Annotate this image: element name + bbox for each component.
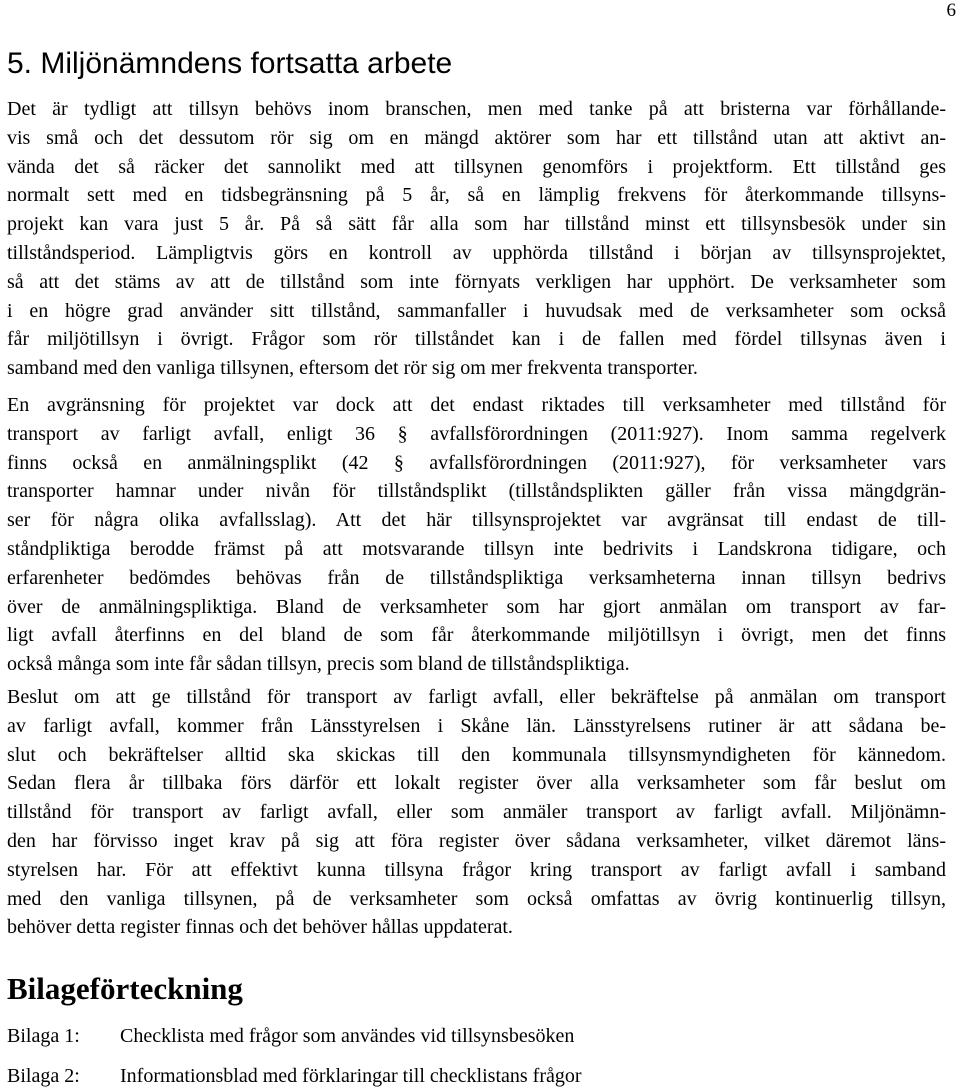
paragraph-line: styrelsen har. För att effektivt kunna tillsyna frågor kring transport av farligt avfall i samband — [7, 858, 946, 881]
paragraph-line: erfarenheter bedömdes behövas från de tillståndspliktiga verksamheterna innan tillsyn bedrivs — [7, 566, 946, 589]
paragraph-3 — [7, 683, 946, 942]
paragraph-line: transporter hamnar under nivån för tillståndsplikt (tillståndsplikten gäller från vissa mängdgrän- — [7, 480, 946, 503]
paragraph-line: projekt kan vara just 5 år. På så sätt får alla som har tillstånd minst ett tillsynsbesök under sin — [7, 213, 946, 236]
paragraph-2 — [7, 391, 946, 679]
paragraph-line: vända det så räcker det sannolikt med att tillsynen genomförs i projektform. Ett tillstånd ges — [7, 155, 946, 178]
appendix-item-2 — [7, 1062, 582, 1090]
paragraph-line: slut och bekräftelser alltid ska skickas till den kommunala tillsynsmyndigheten för kännedom. — [7, 743, 946, 766]
paragraph-line: ståndpliktiga berodde främst på att motsvarande tillsyn inte bedrivits i Landskrona tidigare, och — [7, 537, 946, 560]
appendix-item-label: Bilaga 2: — [7, 1065, 80, 1087]
paragraph-line: i en högre grad använder sitt tillstånd, sammanfaller i huvudsak med de verksamheter som också — [7, 299, 946, 322]
paragraph-line: transport av farligt avfall, enligt 36 § avfallsförordningen (2011:927). Inom samma regelverk — [7, 422, 946, 445]
paragraph-line: En avgränsning för projektet var dock att det endast riktades till verksamheter med tillstånd för — [7, 394, 946, 416]
paragraph-line: får miljötillsyn i övrigt. Frågor som rör tillståndet kan i de fallen med fördel tillsynas även i — [7, 328, 946, 351]
appendix-item-title: Checklista med frågor som användes vid tillsynsbesöken — [120, 1025, 575, 1047]
appendix-heading: Bilageförteckning — [7, 971, 243, 1006]
paragraph-line: den har förvisso inget krav på sig att föra register över sådana verksamheter, vilket däremot läns- — [7, 829, 946, 852]
paragraph-line: normalt sett med en tidsbegränsning på 5 år, så en lämplig frekvens för återkommande tillsyns- — [7, 184, 946, 207]
paragraph-line: finns också en anmälningsplikt (42 § avfallsförordningen (2011:927), för verksamheter vars — [7, 451, 946, 474]
paragraph-line: Sedan flera år tillbaka förs därför ett lokalt register över alla verksamheter som får beslut om — [7, 772, 946, 795]
paragraph-line: behöver detta register finnas och det behöver hållas uppdaterat. — [7, 916, 513, 939]
paragraph-line: samband med den vanliga tillsynen, eftersom det rör sig om mer frekventa transporter. — [7, 357, 698, 380]
paragraph-line: också många som inte får sådan tillsyn, precis som bland de tillståndspliktiga. — [7, 653, 630, 676]
paragraph-1 — [7, 95, 946, 383]
paragraph-line: med den vanliga tillsynen, på de verksamheter som också omfattas av övrig kontinuerlig tillsyn, — [7, 887, 946, 910]
paragraph-line: tillstånd för transport av farligt avfall, eller som anmäler transport av farligt avfall. Miljönämn- — [7, 801, 946, 824]
appendix-item-label: Bilaga 1: — [7, 1025, 80, 1047]
paragraph-line: över de anmälningspliktiga. Bland de verksamheter som har gjort anmälan om transport av far- — [7, 595, 946, 618]
paragraph-line: av farligt avfall, kommer från Länsstyrelsen i Skåne län. Länsstyrelsens rutiner är att sådana be- — [7, 714, 946, 737]
paragraph-line: vis små och det dessutom rör sig om en mängd aktörer som har ett tillstånd utan att aktivt an- — [7, 126, 946, 149]
appendix-item-1 — [7, 1022, 574, 1050]
section-heading: 5. Miljönämndens fortsatta arbete — [7, 47, 453, 80]
paragraph-line: så att det stäms av att de tillstånd som inte förnyats verkligen har upphört. De verksamheter som — [7, 270, 946, 293]
paragraph-line: Det är tydligt att tillsyn behövs inom branschen, men med tanke på att bristerna var förhållande- — [7, 98, 946, 120]
paragraph-line: ligt avfall återfinns en del bland de som får återkommande miljötillsyn i övrigt, men det finns — [7, 624, 946, 647]
page-number: 6 — [946, 0, 956, 21]
paragraph-line: ser för några olika avfallsslag). Att det här tillsynsprojektet var avgränsat till endast de till- — [7, 509, 946, 532]
paragraph-line: tillståndsperiod. Lämpligtvis görs en kontroll av upphörda tillstånd i början av tillsynsprojektet, — [7, 241, 946, 264]
appendix-item-title: Informationsblad med förklaringar till checklistans frågor — [120, 1065, 582, 1087]
paragraph-line: Beslut om att ge tillstånd för transport av farligt avfall, eller bekräftelse på anmälan om transport — [7, 686, 946, 708]
